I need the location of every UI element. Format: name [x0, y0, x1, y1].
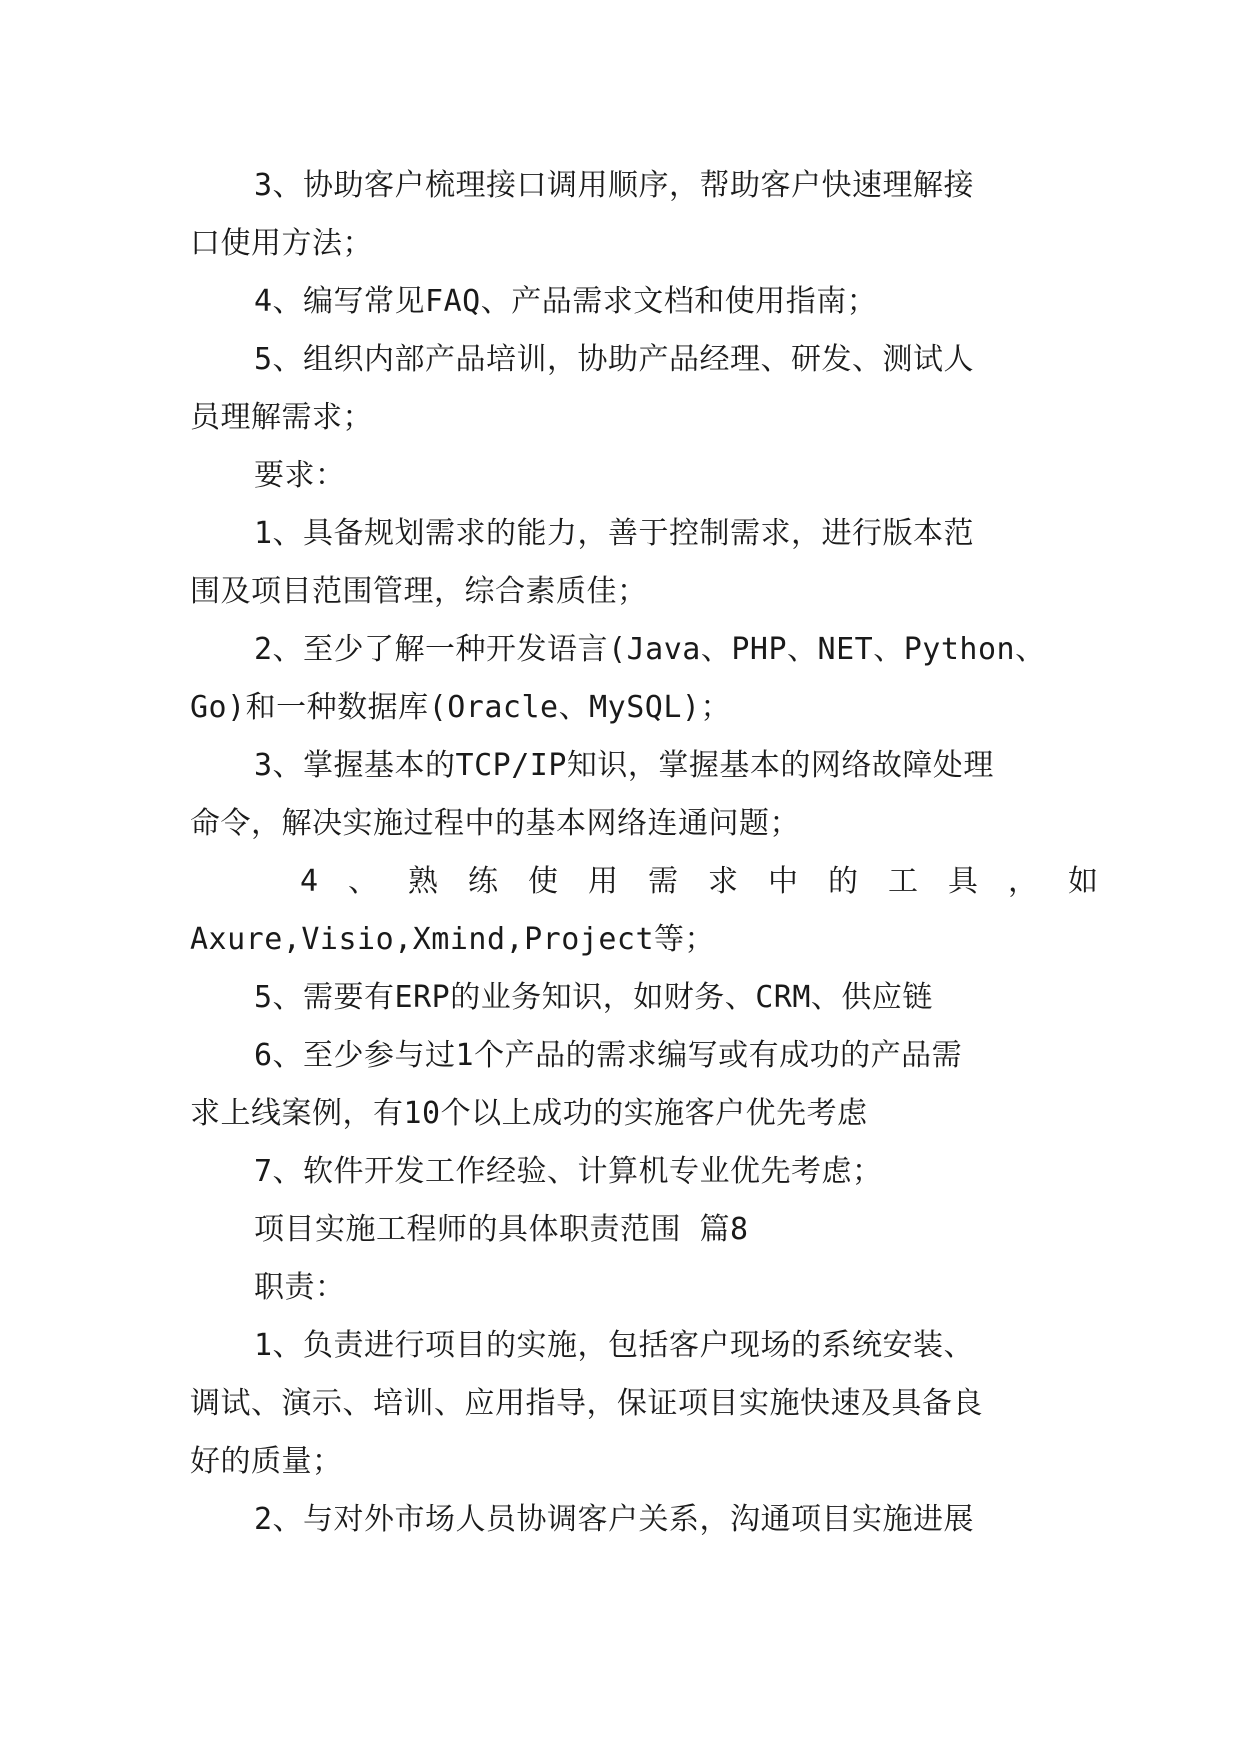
text-line: 6、至少参与过1个产品的需求编写或有成功的产品需 [254, 1038, 963, 1073]
text-line: 调试、演示、培训、应用指导，保证项目实施快速及具备良 [190, 1386, 983, 1421]
text-line: 员理解需求； [190, 400, 373, 435]
text-line: Go)和一种数据库(Oracle、MySQL)； [190, 690, 731, 725]
text-line: 围及项目范围管理，综合素质佳； [190, 574, 648, 609]
text-line: 1、负责进行项目的实施，包括客户现场的系统安装、 [254, 1328, 975, 1363]
text-line: 口使用方法； [190, 226, 373, 261]
text-line: 2、与对外市场人员协调客户关系，沟通项目实施进展 [254, 1502, 975, 1537]
text-line: 2、至少了解一种开发语言(Java、PHP、NET、Python、 [254, 632, 1046, 667]
text-line: 1、具备规划需求的能力，善于控制需求，进行版本范 [254, 516, 975, 551]
text-line: 3、掌握基本的TCP/IP知识，掌握基本的网络故障处理 [254, 748, 994, 783]
text-line: 求上线案例，有10个以上成功的实施客户优先考虑 [190, 1096, 868, 1131]
text-line: 命令，解决实施过程中的基本网络连通问题； [190, 806, 800, 841]
text-line: Axure,Visio,Xmind,Project等； [190, 922, 716, 957]
section-heading: 职责： [254, 1270, 346, 1305]
text-line: 3、协助客户梳理接口调用顺序，帮助客户快速理解接 [254, 168, 975, 203]
section-heading: 要求： [254, 458, 346, 493]
text-line: 4、编写常见FAQ、产品需求文档和使用指南； [254, 284, 878, 319]
section-title: 项目实施工程师的具体职责范围 篇8 [254, 1212, 749, 1247]
text-line: 4、熟练使用需求中的工具，如 [300, 864, 1129, 899]
text-line: 5、组织内部产品培训，协助产品经理、研发、测试人 [254, 342, 975, 377]
text-line: 5、需要有ERP的业务知识，如财务、CRM、供应链 [254, 980, 933, 1015]
text-line: 7、软件开发工作经验、计算机专业优先考虑； [254, 1154, 883, 1189]
text-line: 好的质量； [190, 1444, 343, 1479]
